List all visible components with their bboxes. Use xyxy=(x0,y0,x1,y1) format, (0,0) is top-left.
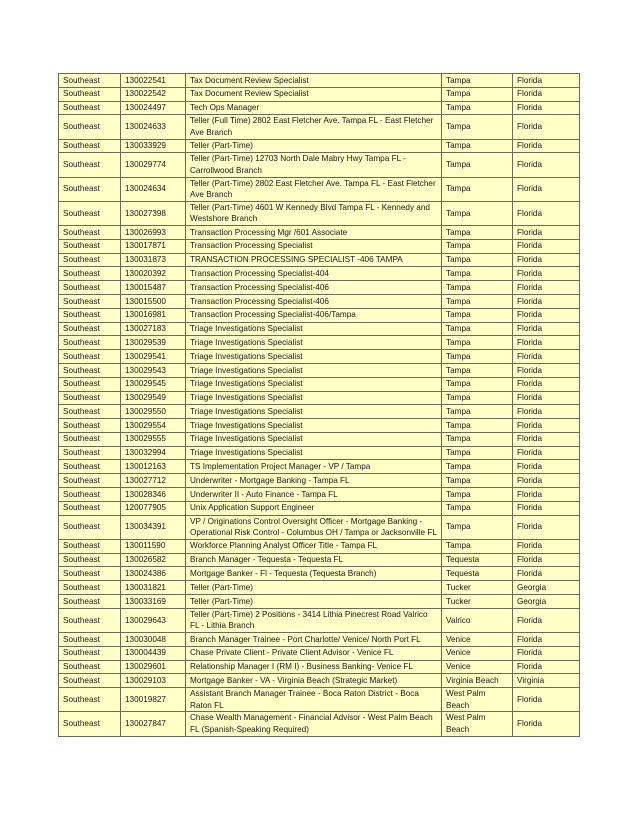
state-cell: Florida xyxy=(513,391,580,405)
region-cell: Southeast xyxy=(59,460,121,474)
table-row xyxy=(59,567,580,581)
region-cell: Southeast xyxy=(59,153,121,177)
region-cell: Southeast xyxy=(59,308,121,322)
requisition-id-cell: 130029103 xyxy=(121,674,186,688)
city-cell: Tampa xyxy=(442,177,513,201)
job-title-cell: Underwriter - Mortgage Banking - Tampa FL xyxy=(186,474,442,488)
state-cell: Florida xyxy=(513,488,580,502)
state-cell: Florida xyxy=(513,336,580,350)
job-title-cell: Triage Investigations Specialist xyxy=(186,336,442,350)
requisition-id-cell: 130026993 xyxy=(121,225,186,239)
city-cell: West Palm Beach xyxy=(442,688,513,712)
region-cell: Southeast xyxy=(59,567,121,581)
state-cell: Florida xyxy=(513,201,580,225)
job-title-cell: Triage Investigations Specialist xyxy=(186,446,442,460)
state-cell: Florida xyxy=(513,74,580,88)
region-cell: Southeast xyxy=(59,432,121,446)
state-cell: Florida xyxy=(513,446,580,460)
state-cell: Florida xyxy=(513,177,580,201)
region-cell: Southeast xyxy=(59,377,121,391)
city-cell: Tucker xyxy=(442,581,513,595)
table-row xyxy=(59,633,580,647)
table-row xyxy=(59,294,580,308)
table-row xyxy=(59,674,580,688)
state-cell: Florida xyxy=(513,688,580,712)
job-title-cell: Mortgage Banker - VA - Virginia Beach (Strategic Market) xyxy=(186,674,442,688)
city-cell: Tampa xyxy=(442,432,513,446)
region-cell: Southeast xyxy=(59,281,121,295)
region-cell: Southeast xyxy=(59,488,121,502)
state-cell: Florida xyxy=(513,432,580,446)
table-row xyxy=(59,267,580,281)
table-row xyxy=(59,391,580,405)
requisition-id-cell: 130022542 xyxy=(121,87,186,101)
region-cell: Southeast xyxy=(59,419,121,433)
requisition-id-cell: 130030048 xyxy=(121,633,186,647)
table-row xyxy=(59,712,580,736)
city-cell: Valrico xyxy=(442,608,513,632)
table-row xyxy=(59,553,580,567)
table-row xyxy=(59,660,580,674)
table-row xyxy=(59,101,580,115)
table-row xyxy=(59,308,580,322)
requisition-id-cell: 130027398 xyxy=(121,201,186,225)
table-row xyxy=(59,322,580,336)
city-cell: Tampa xyxy=(442,308,513,322)
state-cell: Florida xyxy=(513,660,580,674)
table-row xyxy=(59,539,580,553)
job-title-cell: Triage Investigations Specialist xyxy=(186,377,442,391)
job-title-cell: Triage Investigations Specialist xyxy=(186,350,442,364)
job-title-cell: Tech Ops Manager xyxy=(186,101,442,115)
table-row xyxy=(59,446,580,460)
region-cell: Southeast xyxy=(59,253,121,267)
region-cell: Southeast xyxy=(59,139,121,153)
state-cell: Florida xyxy=(513,139,580,153)
job-title-cell: VP / Originations Control Oversight Officer - Mortgage Banking - Operational Risk Control - Columbus OH / Tampa or Jacksonville FL xyxy=(186,515,442,539)
requisition-id-cell: 130033169 xyxy=(121,595,186,609)
city-cell: Tampa xyxy=(442,377,513,391)
table-row xyxy=(59,153,580,177)
state-cell: Florida xyxy=(513,501,580,515)
state-cell: Florida xyxy=(513,281,580,295)
city-cell: Tampa xyxy=(442,225,513,239)
state-cell: Florida xyxy=(513,419,580,433)
region-cell: Southeast xyxy=(59,674,121,688)
city-cell: Tampa xyxy=(442,446,513,460)
city-cell: West Palm Beach xyxy=(442,712,513,736)
city-cell: Venice xyxy=(442,633,513,647)
requisition-id-cell: 130034391 xyxy=(121,515,186,539)
city-cell: Venice xyxy=(442,660,513,674)
job-title-cell: Teller (Part-Time) 2 Positions - 3414 Lithia Pinecrest Road Valrico FL - Lithia Branch xyxy=(186,608,442,632)
city-cell: Tampa xyxy=(442,363,513,377)
table-row xyxy=(59,225,580,239)
city-cell: Tampa xyxy=(442,101,513,115)
state-cell: Florida xyxy=(513,101,580,115)
region-cell: Southeast xyxy=(59,712,121,736)
state-cell: Florida xyxy=(513,153,580,177)
job-title-cell: Teller (Part-Time) 2802 East Fletcher Ave. Tampa FL - East Fletcher Ave Branch xyxy=(186,177,442,201)
requisition-id-cell: 130016981 xyxy=(121,308,186,322)
requisition-id-cell: 130027712 xyxy=(121,474,186,488)
region-cell: Southeast xyxy=(59,239,121,253)
requisition-id-cell: 130011590 xyxy=(121,539,186,553)
city-cell: Tampa xyxy=(442,239,513,253)
table-row xyxy=(59,501,580,515)
job-title-cell: Triage Investigations Specialist xyxy=(186,363,442,377)
region-cell: Southeast xyxy=(59,553,121,567)
table-row xyxy=(59,432,580,446)
state-cell: Florida xyxy=(513,308,580,322)
table-row xyxy=(59,74,580,88)
job-openings-table xyxy=(58,73,580,737)
job-title-cell: Branch Manager Trainee - Port Charlotte/ Venice/ North Port FL xyxy=(186,633,442,647)
job-title-cell: Triage Investigations Specialist xyxy=(186,405,442,419)
city-cell: Tampa xyxy=(442,294,513,308)
requisition-id-cell: 130019827 xyxy=(121,688,186,712)
city-cell: Tampa xyxy=(442,253,513,267)
region-cell: Southeast xyxy=(59,177,121,201)
job-title-cell: Transaction Processing Specialist-404 xyxy=(186,267,442,281)
state-cell: Georgia xyxy=(513,595,580,609)
job-title-cell: Triage Investigations Specialist xyxy=(186,391,442,405)
region-cell: Southeast xyxy=(59,633,121,647)
region-cell: Southeast xyxy=(59,267,121,281)
job-title-cell: Triage Investigations Specialist xyxy=(186,419,442,433)
requisition-id-cell: 120077905 xyxy=(121,501,186,515)
state-cell: Florida xyxy=(513,646,580,660)
requisition-id-cell: 130026582 xyxy=(121,553,186,567)
requisition-id-cell: 130015487 xyxy=(121,281,186,295)
table-row xyxy=(59,350,580,364)
region-cell: Southeast xyxy=(59,201,121,225)
table-row xyxy=(59,581,580,595)
region-cell: Southeast xyxy=(59,294,121,308)
requisition-id-cell: 130024634 xyxy=(121,177,186,201)
region-cell: Southeast xyxy=(59,474,121,488)
region-cell: Southeast xyxy=(59,101,121,115)
region-cell: Southeast xyxy=(59,539,121,553)
city-cell: Tampa xyxy=(442,153,513,177)
city-cell: Tucker xyxy=(442,595,513,609)
city-cell: Tampa xyxy=(442,139,513,153)
state-cell: Florida xyxy=(513,405,580,419)
city-cell: Tampa xyxy=(442,281,513,295)
requisition-id-cell: 130015500 xyxy=(121,294,186,308)
requisition-id-cell: 130029550 xyxy=(121,405,186,419)
state-cell: Florida xyxy=(513,350,580,364)
table-row xyxy=(59,377,580,391)
state-cell: Florida xyxy=(513,460,580,474)
requisition-id-cell: 130027847 xyxy=(121,712,186,736)
table-row xyxy=(59,363,580,377)
state-cell: Florida xyxy=(513,633,580,647)
region-cell: Southeast xyxy=(59,391,121,405)
region-cell: Southeast xyxy=(59,322,121,336)
table-row xyxy=(59,281,580,295)
state-cell: Florida xyxy=(513,253,580,267)
region-cell: Southeast xyxy=(59,446,121,460)
job-title-cell: Triage Investigations Specialist xyxy=(186,432,442,446)
job-title-cell: Tax Document Review Specialist xyxy=(186,74,442,88)
job-title-cell: Transaction Processing Mgr /601 Associate xyxy=(186,225,442,239)
job-title-cell: Teller (Full Time) 2802 East Fletcher Ave. Tampa FL - East Fletcher Ave Branch xyxy=(186,115,442,139)
city-cell: Tampa xyxy=(442,267,513,281)
job-title-cell: Branch Manager - Tequesta - Tequesta FL xyxy=(186,553,442,567)
state-cell: Florida xyxy=(513,474,580,488)
region-cell: Southeast xyxy=(59,646,121,660)
city-cell: Tampa xyxy=(442,405,513,419)
state-cell: Florida xyxy=(513,377,580,391)
table-row xyxy=(59,488,580,502)
table-row xyxy=(59,239,580,253)
state-cell: Florida xyxy=(513,712,580,736)
requisition-id-cell: 130012163 xyxy=(121,460,186,474)
requisition-id-cell: 130029549 xyxy=(121,391,186,405)
region-cell: Southeast xyxy=(59,405,121,419)
job-rows xyxy=(59,74,580,737)
requisition-id-cell: 130031873 xyxy=(121,253,186,267)
city-cell: Tampa xyxy=(442,474,513,488)
requisition-id-cell: 130033929 xyxy=(121,139,186,153)
requisition-id-cell: 130028346 xyxy=(121,488,186,502)
state-cell: Georgia xyxy=(513,581,580,595)
job-listing-page xyxy=(58,73,579,737)
table-row xyxy=(59,608,580,632)
region-cell: Southeast xyxy=(59,87,121,101)
job-title-cell: Underwriter II - Auto Finance - Tampa FL xyxy=(186,488,442,502)
region-cell: Southeast xyxy=(59,336,121,350)
city-cell: Tampa xyxy=(442,515,513,539)
city-cell: Tampa xyxy=(442,488,513,502)
requisition-id-cell: 130027183 xyxy=(121,322,186,336)
table-row xyxy=(59,87,580,101)
city-cell: Tampa xyxy=(442,350,513,364)
requisition-id-cell: 130031821 xyxy=(121,581,186,595)
state-cell: Florida xyxy=(513,294,580,308)
table-row xyxy=(59,646,580,660)
state-cell: Florida xyxy=(513,539,580,553)
city-cell: Tequesta xyxy=(442,567,513,581)
city-cell: Tampa xyxy=(442,419,513,433)
requisition-id-cell: 130029643 xyxy=(121,608,186,632)
requisition-id-cell: 130022541 xyxy=(121,74,186,88)
table-row xyxy=(59,688,580,712)
state-cell: Virginia xyxy=(513,674,580,688)
city-cell: Venice xyxy=(442,646,513,660)
region-cell: Southeast xyxy=(59,350,121,364)
requisition-id-cell: 130029601 xyxy=(121,660,186,674)
city-cell: Tampa xyxy=(442,322,513,336)
job-title-cell: Tax Document Review Specialist xyxy=(186,87,442,101)
region-cell: Southeast xyxy=(59,595,121,609)
job-title-cell: Transaction Processing Specialist-406/Tampa xyxy=(186,308,442,322)
region-cell: Southeast xyxy=(59,501,121,515)
state-cell: Florida xyxy=(513,267,580,281)
requisition-id-cell: 130029554 xyxy=(121,419,186,433)
job-title-cell: Transaction Processing Specialist-406 xyxy=(186,294,442,308)
table-row xyxy=(59,115,580,139)
state-cell: Florida xyxy=(513,322,580,336)
requisition-id-cell: 130024497 xyxy=(121,101,186,115)
region-cell: Southeast xyxy=(59,363,121,377)
table-row xyxy=(59,515,580,539)
city-cell: Tampa xyxy=(442,336,513,350)
state-cell: Florida xyxy=(513,225,580,239)
city-cell: Tampa xyxy=(442,501,513,515)
job-title-cell: Relationship Manager I (RM I) - Business Banking- Venice FL xyxy=(186,660,442,674)
requisition-id-cell: 130024386 xyxy=(121,567,186,581)
table-row xyxy=(59,177,580,201)
state-cell: Florida xyxy=(513,608,580,632)
requisition-id-cell: 130020392 xyxy=(121,267,186,281)
table-row xyxy=(59,419,580,433)
requisition-id-cell: 130029774 xyxy=(121,153,186,177)
state-cell: Florida xyxy=(513,87,580,101)
job-title-cell: Chase Private Client - Private Client Advisor - Venice FL xyxy=(186,646,442,660)
state-cell: Florida xyxy=(513,553,580,567)
table-row xyxy=(59,595,580,609)
city-cell: Tampa xyxy=(442,201,513,225)
requisition-id-cell: 130029555 xyxy=(121,432,186,446)
region-cell: Southeast xyxy=(59,74,121,88)
job-title-cell: Assistant Branch Manager Trainee - Boca Raton District - Boca Raton FL xyxy=(186,688,442,712)
job-title-cell: Teller (Part-Time) 4601 W Kennedy Blvd Tampa FL - Kennedy and Westshore Branch xyxy=(186,201,442,225)
region-cell: Southeast xyxy=(59,688,121,712)
state-cell: Florida xyxy=(513,239,580,253)
region-cell: Southeast xyxy=(59,660,121,674)
region-cell: Southeast xyxy=(59,225,121,239)
job-title-cell: Chase Wealth Management - Financial Advisor - West Palm Beach FL (Spanish-Speaking Required) xyxy=(186,712,442,736)
region-cell: Southeast xyxy=(59,515,121,539)
city-cell: Tequesta xyxy=(442,553,513,567)
state-cell: Florida xyxy=(513,115,580,139)
region-cell: Southeast xyxy=(59,608,121,632)
city-cell: Tampa xyxy=(442,460,513,474)
requisition-id-cell: 130029541 xyxy=(121,350,186,364)
table-row xyxy=(59,139,580,153)
requisition-id-cell: 130029545 xyxy=(121,377,186,391)
job-title-cell: Transaction Processing Specialist xyxy=(186,239,442,253)
job-title-cell: Transaction Processing Specialist-406 xyxy=(186,281,442,295)
city-cell: Tampa xyxy=(442,391,513,405)
job-title-cell: TRANSACTION PROCESSING SPECIALIST -406 TAMPA xyxy=(186,253,442,267)
state-cell: Florida xyxy=(513,515,580,539)
job-title-cell: Teller (Part-Time) xyxy=(186,139,442,153)
job-title-cell: Teller (Part-Time) xyxy=(186,595,442,609)
job-title-cell: Teller (Part-Time) xyxy=(186,581,442,595)
requisition-id-cell: 130029539 xyxy=(121,336,186,350)
city-cell: Tampa xyxy=(442,115,513,139)
region-cell: Southeast xyxy=(59,115,121,139)
requisition-id-cell: 130029543 xyxy=(121,363,186,377)
table-row xyxy=(59,201,580,225)
job-title-cell: TS Implementation Project Manager - VP / Tampa xyxy=(186,460,442,474)
table-row xyxy=(59,405,580,419)
city-cell: Virginia Beach xyxy=(442,674,513,688)
requisition-id-cell: 130017871 xyxy=(121,239,186,253)
table-row xyxy=(59,336,580,350)
table-row xyxy=(59,253,580,267)
table-row xyxy=(59,474,580,488)
city-cell: Tampa xyxy=(442,87,513,101)
state-cell: Florida xyxy=(513,363,580,377)
state-cell: Florida xyxy=(513,567,580,581)
requisition-id-cell: 130004439 xyxy=(121,646,186,660)
job-title-cell: Unix Application Support Engineer xyxy=(186,501,442,515)
job-title-cell: Mortgage Banker - Fl - Tequesta (Tequesta Branch) xyxy=(186,567,442,581)
job-title-cell: Teller (Part-Time) 12703 North Dale Mabry Hwy Tampa FL - Carrollwood Branch xyxy=(186,153,442,177)
city-cell: Tampa xyxy=(442,539,513,553)
requisition-id-cell: 130024633 xyxy=(121,115,186,139)
requisition-id-cell: 130032994 xyxy=(121,446,186,460)
city-cell: Tampa xyxy=(442,74,513,88)
job-title-cell: Triage Investigations Specialist xyxy=(186,322,442,336)
job-title-cell: Workforce Planning Analyst Officer Title - Tampa FL xyxy=(186,539,442,553)
region-cell: Southeast xyxy=(59,581,121,595)
table-row xyxy=(59,460,580,474)
